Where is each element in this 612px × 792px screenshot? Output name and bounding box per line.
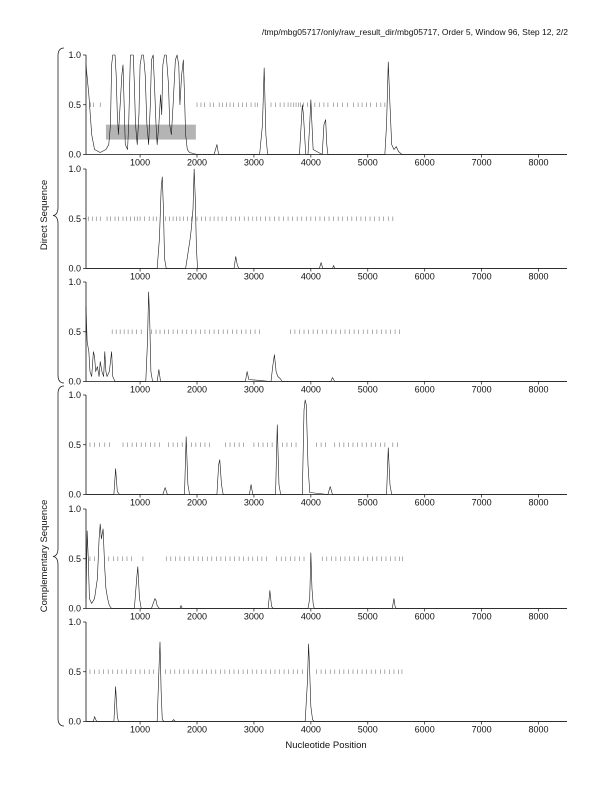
y-tick-label: 0.5 [68, 213, 81, 224]
panel-2 [68, 164, 567, 282]
x-tick-label: 5000 [357, 724, 378, 735]
x-tick-label: 2000 [186, 384, 208, 395]
x-tick-label: 3000 [243, 384, 264, 395]
x-tick-label: 3000 [243, 724, 264, 735]
x-tick-label: 3000 [243, 271, 264, 282]
x-tick-label: 5000 [357, 497, 378, 508]
x-tick-label: 8000 [528, 497, 549, 508]
x-tick-label: 6000 [414, 157, 435, 168]
panel-6 [68, 617, 567, 735]
panels [68, 50, 567, 735]
y-tick-label: 1.0 [68, 390, 81, 400]
x-tick-label: 6000 [414, 497, 435, 508]
y-tick-label: 0.0 [68, 489, 81, 500]
y-tick-label: 0.5 [68, 666, 81, 677]
x-tick-label: 2000 [186, 724, 208, 735]
x-tick-label: 2000 [186, 611, 208, 622]
y-tick-label: 0.5 [68, 99, 81, 110]
x-tick-label: 8000 [528, 157, 549, 168]
y-tick-label: 0.0 [68, 376, 81, 387]
y-tick-label: 0.5 [68, 553, 81, 564]
x-tick-label: 1000 [130, 384, 151, 395]
panel-4 [68, 390, 567, 508]
x-tick-label: 7000 [471, 271, 492, 282]
y-tick-label: 0.0 [68, 263, 81, 274]
x-tick-label: 4000 [300, 497, 321, 508]
x-tick-label: 4000 [300, 384, 321, 395]
panel-3 [68, 277, 567, 395]
complementary-sequence-brace [53, 386, 64, 726]
x-tick-label: 6000 [414, 724, 435, 735]
x-tick-label: 8000 [528, 384, 549, 395]
x-tick-label: 6000 [414, 611, 435, 622]
x-tick-label: 5000 [357, 271, 378, 282]
coding-potential-line [86, 524, 567, 609]
x-tick-label: 4000 [300, 611, 321, 622]
coding-potential-line [86, 292, 567, 382]
coding-potential-line [86, 169, 567, 269]
x-tick-label: 5000 [357, 384, 378, 395]
coding-potential-line [86, 400, 567, 495]
direct-sequence-label: Direct Sequence [39, 179, 50, 251]
x-tick-label: 3000 [243, 611, 264, 622]
y-tick-label: 1.0 [68, 50, 81, 60]
x-tick-label: 1000 [130, 157, 151, 168]
x-tick-label: 1000 [130, 611, 151, 622]
panel-1 [68, 50, 567, 168]
y-tick-label: 0.0 [68, 603, 81, 614]
x-tick-label: 1000 [130, 271, 151, 282]
x-tick-label: 3000 [243, 157, 264, 168]
x-tick-label: 7000 [471, 724, 492, 735]
x-tick-label: 4000 [300, 724, 321, 735]
x-tick-label: 1000 [130, 724, 151, 735]
x-axis-title: Nucleotide Position [285, 740, 367, 751]
x-tick-label: 8000 [528, 271, 549, 282]
chart-title: /tmp/mbg05717/only/raw_result_dir/mbg05717, Order 5, Window 96, Step 12, 2/2 [261, 27, 568, 37]
y-tick-label: 1.0 [68, 277, 81, 287]
x-tick-label: 6000 [414, 384, 435, 395]
x-tick-label: 7000 [471, 497, 492, 508]
y-tick-label: 1.0 [68, 504, 81, 514]
x-tick-label: 7000 [471, 611, 492, 622]
direct-sequence-brace [53, 48, 64, 383]
x-tick-label: 5000 [357, 157, 378, 168]
y-tick-label: 0.5 [68, 326, 81, 337]
x-tick-label: 2000 [186, 271, 208, 282]
x-tick-label: 4000 [300, 271, 321, 282]
x-tick-label: 8000 [528, 611, 549, 622]
x-tick-label: 5000 [357, 611, 378, 622]
x-tick-label: 7000 [471, 157, 492, 168]
x-tick-label: 7000 [471, 384, 492, 395]
y-tick-label: 0.0 [68, 149, 81, 160]
complementary-sequence-label: Complementary Sequence [39, 499, 50, 613]
y-tick-label: 0.5 [68, 439, 81, 450]
x-tick-label: 2000 [186, 157, 208, 168]
x-tick-label: 3000 [243, 497, 264, 508]
x-tick-label: 8000 [528, 724, 549, 735]
highlight-region [106, 125, 196, 140]
panel-5 [68, 504, 567, 622]
coding-potential-line [86, 642, 567, 722]
x-tick-label: 4000 [300, 157, 321, 168]
y-tick-label: 1.0 [68, 164, 81, 174]
x-tick-label: 2000 [186, 497, 208, 508]
x-tick-label: 1000 [130, 497, 151, 508]
y-tick-label: 0.0 [68, 716, 81, 727]
y-tick-label: 1.0 [68, 617, 81, 627]
x-tick-label: 6000 [414, 271, 435, 282]
